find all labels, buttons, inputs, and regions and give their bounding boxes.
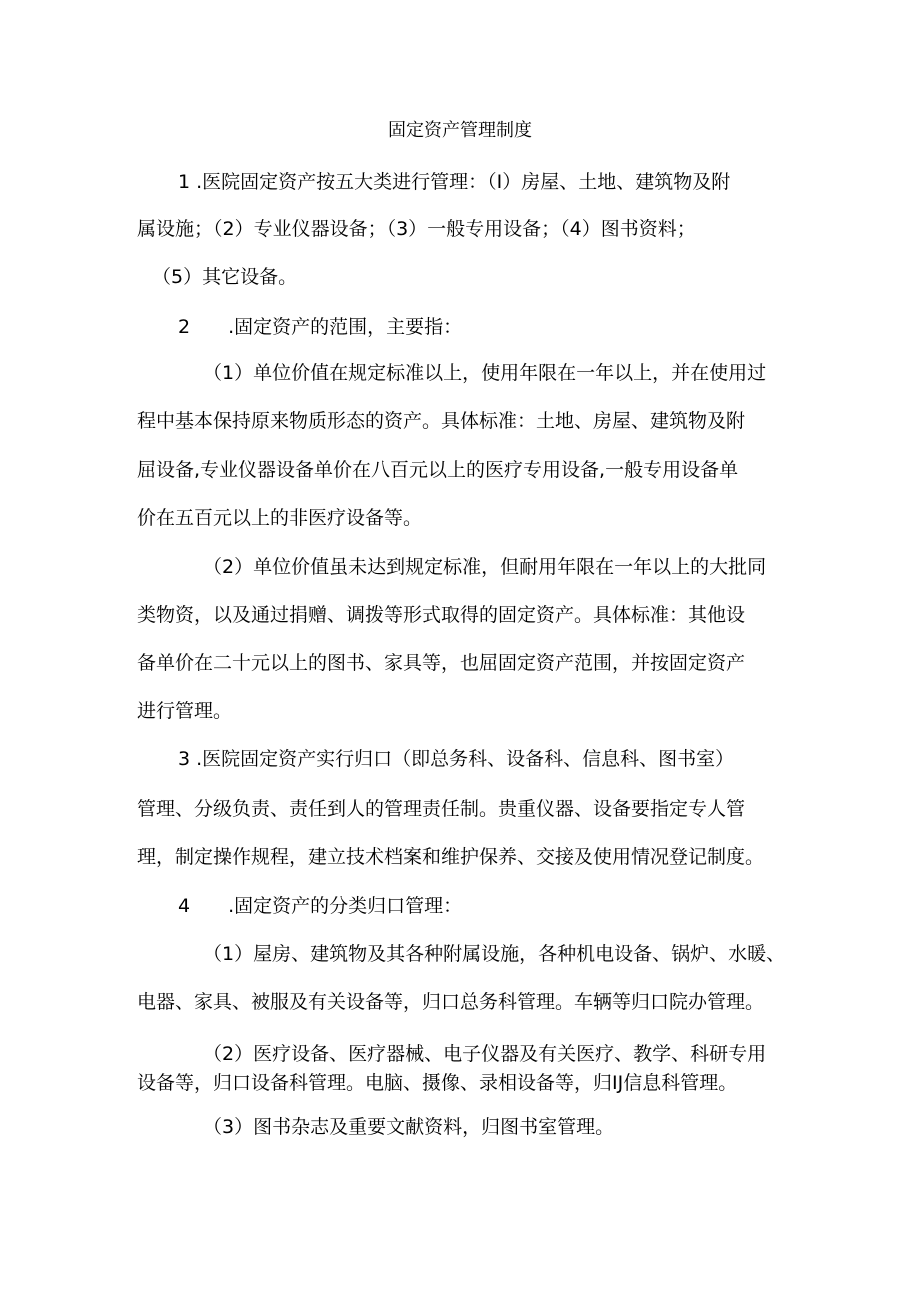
text-line: （1）单位价值在规定标准以上，使用年限在一年以上，并在使用过 [203,362,767,384]
text-line: 1 .医院固定资产按五大类进行管理：（I）房屋、土地、建筑物及附 [178,171,731,193]
text-line: （2）单位价值虽未达到规定标准，但耐用年限在一年以上的大批同 [203,556,767,578]
text-line: （1）屋房、建筑物及其各种附属设施，各种机电设备、锅炉、水暖、 [203,943,786,965]
text-line: 电器、家具、被服及有关设备等，归口总务科管理。车辆等归口院办管理。 [137,991,765,1013]
text-line: 4 .固定资产的分类归口管理： [178,895,463,917]
text-line: 管理、分级负责、责任到人的管理责任制。贵重仪器、设备要指定专人管 [137,798,746,820]
text-line: 进行管理。 [137,700,233,722]
text-line: 设备等，归口设备科管理。电脑、摄像、录相设备等，归IJ信息科管理。 [137,1072,738,1094]
text-line: 2 .固定资产的范围，主要指： [178,316,463,338]
text-line: 属设施；（2）专业仪器设备；（3）一般专用设备；（4）图书资料； [137,218,696,240]
text-line: 价在五百元以上的非医疗设备等。 [137,507,423,529]
text-line: 备单价在二十元以上的图书、家具等，也屈固定资产范围，并按固定资产 [137,652,746,674]
text-line: 屈设备,专业仪器设备单价在八百元以上的医疗专用设备,一般专用设备单 [137,459,739,481]
document-title: 固定资产管理制度 [388,120,532,141]
text-line: （3）图书杂志及重要文献资料，归图书室管理。 [203,1116,615,1138]
text-line: 3 .医院固定资产实行归口（即总务科、设备科、信息科、图书室） [178,748,735,770]
text-line: 程中基本保持原来物质形态的资产。具体标准：土地、房屋、建筑物及附 [137,410,746,432]
text-line: （2）医疗设备、医疗器械、电子仪器及有关医疗、教学、科研专用 [203,1043,767,1065]
text-line: 理，制定操作规程，建立技术档案和维护保养、交接及使用情况登记制度。 [137,846,765,868]
text-line: 类物资，以及通过捐赠、调拨等形式取得的固定资产。具体标准：其他设 [137,604,746,626]
text-line: （5）其它设备。 [152,266,298,288]
